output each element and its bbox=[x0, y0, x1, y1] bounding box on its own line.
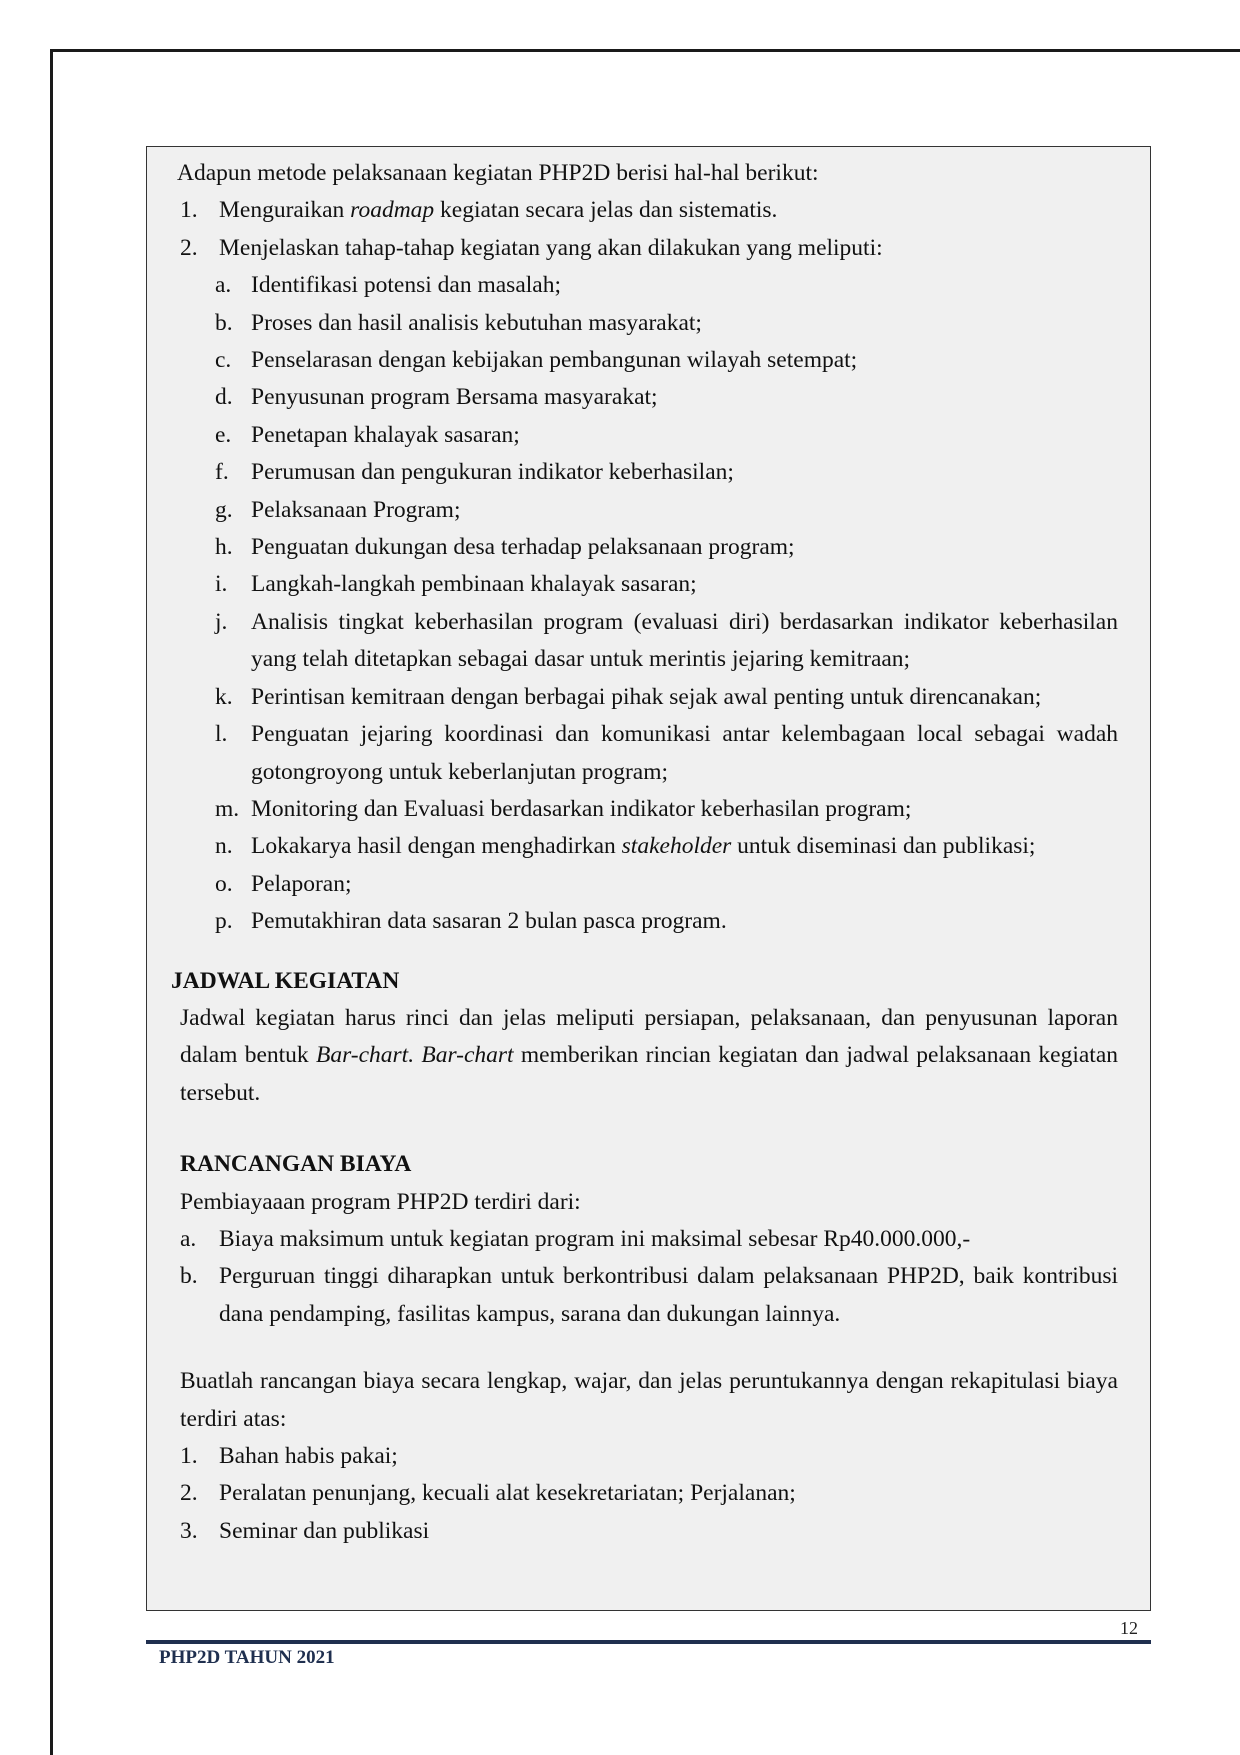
list-marker: 2. bbox=[180, 234, 198, 261]
list-item: m. Monitoring dan Evaluasi berdasarkan indikator keberhasilan program; bbox=[215, 795, 912, 822]
list-item: b. Perguruan tinggi diharapkan untuk berkontribusi dalam pelaksanaan PHP2D, baik kontribusi dana pendamping, fasilitas kampus, sarana dan dukungan lainnya. bbox=[180, 1263, 1118, 1327]
list-item: j. Analisis tingkat keberhasilan program (evaluasi diri) berdasarkan indikator keberhasilan yang telah ditetapkan sebagai dasar untuk merintis jejaring kemitraan; bbox=[215, 608, 1118, 673]
list-item: n. Lokakarya hasil dengan menghadirkan stakeholder untuk diseminasi dan publikasi; bbox=[215, 833, 1036, 860]
spacer bbox=[177, 1333, 1118, 1363]
biaya-list bbox=[177, 1221, 1118, 1333]
list-item: a. Identifikasi potensi dan masalah; bbox=[215, 272, 561, 299]
list-item: d. Penyusunan program Bersama masyarakat; bbox=[215, 384, 658, 411]
list-item: l. Penguatan jejaring koordinasi dan komunikasi antar kelembagaan local sebagai wadah gotongroyong untuk keberlanjutan program; bbox=[215, 721, 1118, 785]
section-heading-biaya: RANCANGAN BIAYA bbox=[180, 1151, 412, 1178]
footer-title: PHP2D TAHUN 2021 bbox=[159, 1647, 335, 1668]
list-item: o. Pelaporan; bbox=[215, 870, 352, 897]
page-number: 12 bbox=[1120, 1618, 1138, 1638]
content-box bbox=[146, 146, 1151, 1611]
list-item: f. Perumusan dan pengukuran indikator keberhasilan; bbox=[215, 459, 734, 486]
list-item: 2. Peralatan penunjang, kecuali alat kesekretariatan; Perjalanan; bbox=[180, 1480, 796, 1507]
steps-list bbox=[215, 267, 1118, 940]
list-item: b. Proses dan hasil analisis kebutuhan masyarakat; bbox=[215, 309, 702, 336]
intro-text: Adapun metode pelaksanaan kegiatan PHP2D berisi hal-hal berikut: bbox=[177, 160, 819, 186]
list-item: h. Penguatan dukungan desa terhadap pelaksanaan program; bbox=[215, 534, 795, 561]
list-item: g. Pelaksanaan Program; bbox=[215, 496, 461, 523]
list-item: 1. Menguraikan roadmap kegiatan secara jelas dan sistematis. bbox=[177, 192, 1118, 229]
list-item: 3. Seminar dan publikasi bbox=[180, 1517, 430, 1544]
list-item: p. Pemutakhiran data sasaran 2 bulan pasca program. bbox=[215, 908, 727, 935]
list-item: e. Penetapan khalayak sasaran; bbox=[215, 421, 520, 448]
methods-list bbox=[177, 192, 1118, 267]
biaya-intro: Pembiayaaan program PHP2D terdiri dari: bbox=[180, 1188, 581, 1215]
list-marker: 1. bbox=[180, 197, 198, 224]
list-item: a. Biaya maksimum untuk kegiatan program ini maksimal sebesar Rp40.000.000,- bbox=[180, 1225, 971, 1252]
jadwal-paragraph: Jadwal kegiatan harus rinci dan jelas meliputi persiapan, pelaksanaan, dan penyusunan laporan dalam bentuk Bar-chart. Bar-chart memberikan rincian kegiatan dan jadwal pelaksanaan kegiatan tersebut. bbox=[180, 1004, 1118, 1106]
footer-divider bbox=[146, 1640, 1151, 1644]
list-item: 2. Menjelaskan tahap-tahap kegiatan yang akan dilakukan yang meliputi: bbox=[177, 230, 1118, 267]
list-item: c. Penselarasan dengan kebijakan pembangunan wilayah setempat; bbox=[215, 347, 858, 374]
list-item: 1. Bahan habis pakai; bbox=[180, 1443, 398, 1469]
list-item: k. Perintisan kemitraan dengan berbagai pihak sejak awal penting untuk direncanakan; bbox=[215, 683, 1042, 710]
list-item: i. Langkah-langkah pembinaan khalayak sasaran; bbox=[215, 571, 697, 598]
recap-list bbox=[177, 1438, 1118, 1550]
section-heading-jadwal: JADWAL KEGIATAN bbox=[171, 967, 400, 994]
biaya-paragraph: Buatlah rancangan biaya secara lengkap, wajar, dan jelas peruntukannya dengan rekapitulasi biaya terdiri atas: bbox=[180, 1368, 1118, 1432]
